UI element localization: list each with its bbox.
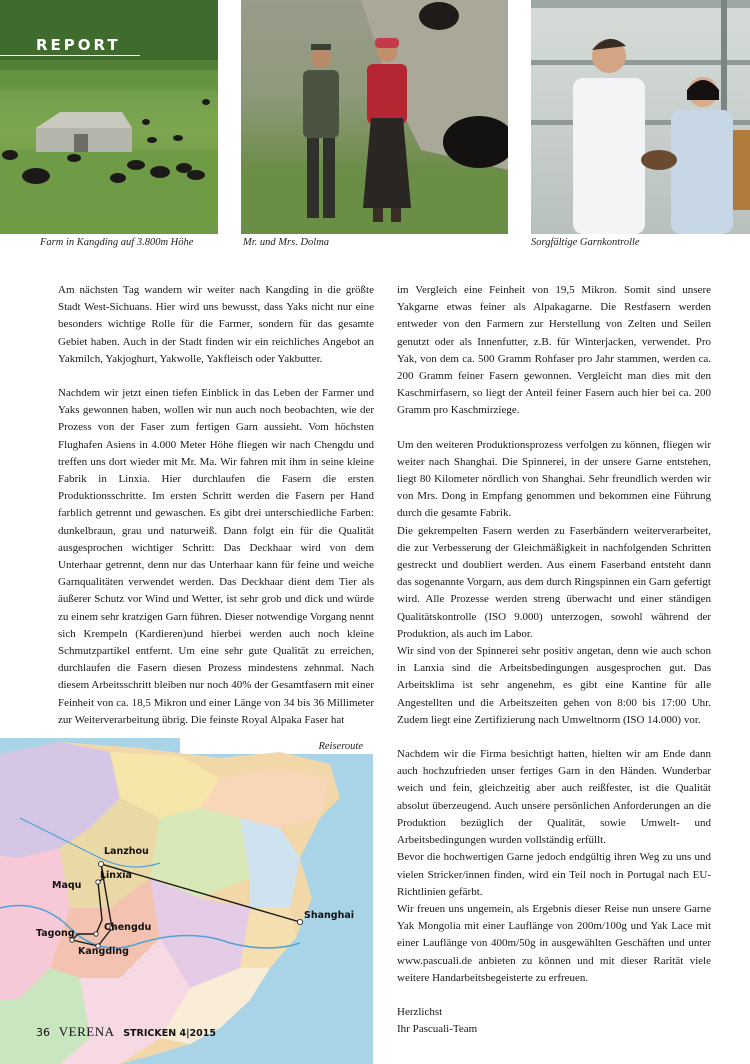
paragraph: Am nächsten Tag wandern wir weiter nach Kangding in die größte Stadt West-Sichuans. Hier wird uns bewusst, dass Yaks nicht nur eine besonders wichtige Rolle für die Farmer, sondern für das gesamte Gebiet haben. Auch in der Stadt finden wir ein reichliches Angebot an Yakmilch, Yakjoghurt, Yakwolle, Yakfleisch oder Yakbutter. [58,284,374,365]
signature-line: Ihr Pascuali-Team [397,1023,478,1036]
page-number: 36 [36,1026,50,1039]
brand-name: VERENA [58,1024,115,1039]
map-illustration [0,738,373,1064]
paragraph: Bevor die hochwertigen Garne jedoch endgültig ihren Weg zu uns und vielen Stricker/innen finden, wird ein Teil noch in Portugal nach EU-Richtlinien gefärbt. [397,851,711,898]
article-column-left [58,282,374,729]
magazine-issue: STRICKEN 4|2015 [123,1028,216,1039]
photo-farm-kangding [0,0,218,234]
map-city-linxia: Linxia [100,870,132,881]
map-city-tagong: Tagong [36,928,75,939]
article-column-right [397,282,711,1038]
caption-photo-3: Sorgfältige Garnkontrolle [531,237,640,248]
map-city-maqu: Maqu [52,880,82,891]
paragraph: im Vergleich eine Feinheit von 19,5 Mikron. Somit sind unsere Yakgarne etwas feiner als Alpakagarne. Die Restfasern werden entweder von den Farmern zur Herstellung von Zelten und Seilen genutzt oder als Innenfutter, z.B. für Winterjacken, verwendet. Pro Yak, von dem ca. 500 Gramm Rohfaser pro Jahr stammen, werden ca. 200 Gramm feiner Fasern gewonnen. Vergleicht man dies mit den Kaschmirfasern, so liegt der Anteil feiner Fasern auch hier bei ca. 200 Gramm pro Kaschmirziege. [397,284,711,417]
paragraph: Die gekrempelten Fasern werden zu Faserbändern weiterverarbeitet, die zur Verbesserung der Gleichmäßigkeit in nachfolgenden Schritten gestreckt und doubliert werden. Aus einem Faserband entsteht dann das sogenannte Vorgarn, aus dem durch Ringspinnen ein Garn gefertigt wird. Alle Prozesse werden streng überwacht und einer ständigen Qualitätskontrolle (ISO 9.000) unterzogen, sowohl während der Produktion, als auch im Labor. [397,524,711,640]
report-rule [0,55,140,56]
caption-photo-2: Mr. und Mrs. Dolma [243,237,330,248]
paragraph: Wir freuen uns ungemein, als Ergebnis dieser Reise nun unsere Garne Yak Mongolia mit einer Lauflänge von 200m/100g und Yak Lace mit einer Lauflänge von 400m/50g in ausgewählten Geschäften und unter www.pascuali.de anbieten zu können und mit dieser Rarität viele weitere Handarbeitsbegeisterte zu erfreuen. [397,902,711,984]
map-city-lanzhou: Lanzhou [104,846,149,857]
dolma-scene-illustration [241,0,508,234]
photo-garn-kontrolle [531,0,750,234]
section-label: REPORT [36,36,121,54]
page-footer [36,1024,216,1040]
warehouse-scene-illustration [531,0,750,234]
paragraph: Um den weiteren Produktionsprozess verfolgen zu können, fliegen wir weiter nach Shanghai. Die Spinnerei, in der unsere Garne entstehen, liegt 80 Kilometer nördlich von Shanghai. Sehr freundlich werden wir von Mrs. Dong in Empfang genommen und bekommen eine Führung durch die gesamte Fabrik. [397,438,711,520]
caption-photo-1: Farm in Kangding auf 3.800m Höhe [40,237,194,248]
map-city-shanghai: Shanghai [304,910,355,921]
closing-greeting: Herzlichst [397,1005,443,1018]
map-city-chengdu: Chengdu [104,922,152,933]
photo-mr-mrs-dolma [241,0,508,234]
paragraph: Nachdem wir jetzt einen tiefen Einblick in das Leben der Farmer und Yaks gewonnen haben, wollen wir nun auch noch beobachten, wie der Prozess von der Faser zum fertigen Garn aussieht. Vom höchsten Flughafen Asiens in 4.000 Meter Höhe fliegen wir nach Chengdu und treffen uns dort wieder mit Mr. Ma. Wir fahren mit ihm in seine kleine Fabrik in Linxia. Hier durchlaufen die Fasern die ersten Produktionsschritte. Im ersten Schritt werden die Fasern per Hand farblich getrennt und gewaschen. Es gibt drei unterschiedliche Farben: dunkelbraun, grau und naturweiß. Dann folgt ein für die Qualität ausgesprochen wichtiger Schritt: Das Deckhaar wird von dem Unterhaar getrennt, denn nur das Unterhaar kann für feine und weiche Garnqualitäten verwendet werden. Das Deckhaar dient dem Tier als äußerer Schutz vor Wind und Wetter, ist sehr grob und dick und würde zu einem sehr kratzigen Garn führen. Dieser notwendige Vorgang nennt sich Krempeln (Kardieren)und hierbei werden auch noch kleine Schmutzpartikel entfernt. Um eine sehr gute Qualität zu erreichen, durchlaufen die Fasern diesen Prozess mindestens zehnmal. Nach diesem Arbeitsschritt bleiben nur noch 40% der Gesamtfasern mit einer Feinheit von ca. 18,5 Mikron und einer Länge von 34 bis 36 Millimeter zur Weiterverarbeitung übrig. Die feinste Royal Alpaka Faser hat [58,387,374,726]
map-title: Reiseroute [318,741,363,752]
paragraph: Wir sind von der Spinnerei sehr positiv angetan, denn wie auch schon in Lanxia sind die Arbeitsbedingungen ausgesprochen gut. Das Arbeitsklima ist sehr angenehm, es gibt eine Kantine für alle Angestellten und die Arbeitszeiten gehen von 8:00 bis 17:00 Uhr. Zudem liegt eine Zertifizierung nach Umweltnorm (ISO 14.000) vor. [397,645,711,726]
map-city-kangding: Kangding [78,946,129,957]
route-map [0,738,373,1064]
paragraph: Nachdem wir die Firma besichtigt hatten, hielten wir am Ende dann auch hochzufrieden unser fertiges Garn in den Händen. Wunderbar weich und fein, gleichzeitig aber auch reißfester, ist die Qualität absolut überzeugend. Auch unsere persönlichen Anforderungen an die Produktion bezüglich der Qualität, sowie Umwelt- und Arbeitsbedingungen wurden vollständig erfüllt. [397,748,711,847]
